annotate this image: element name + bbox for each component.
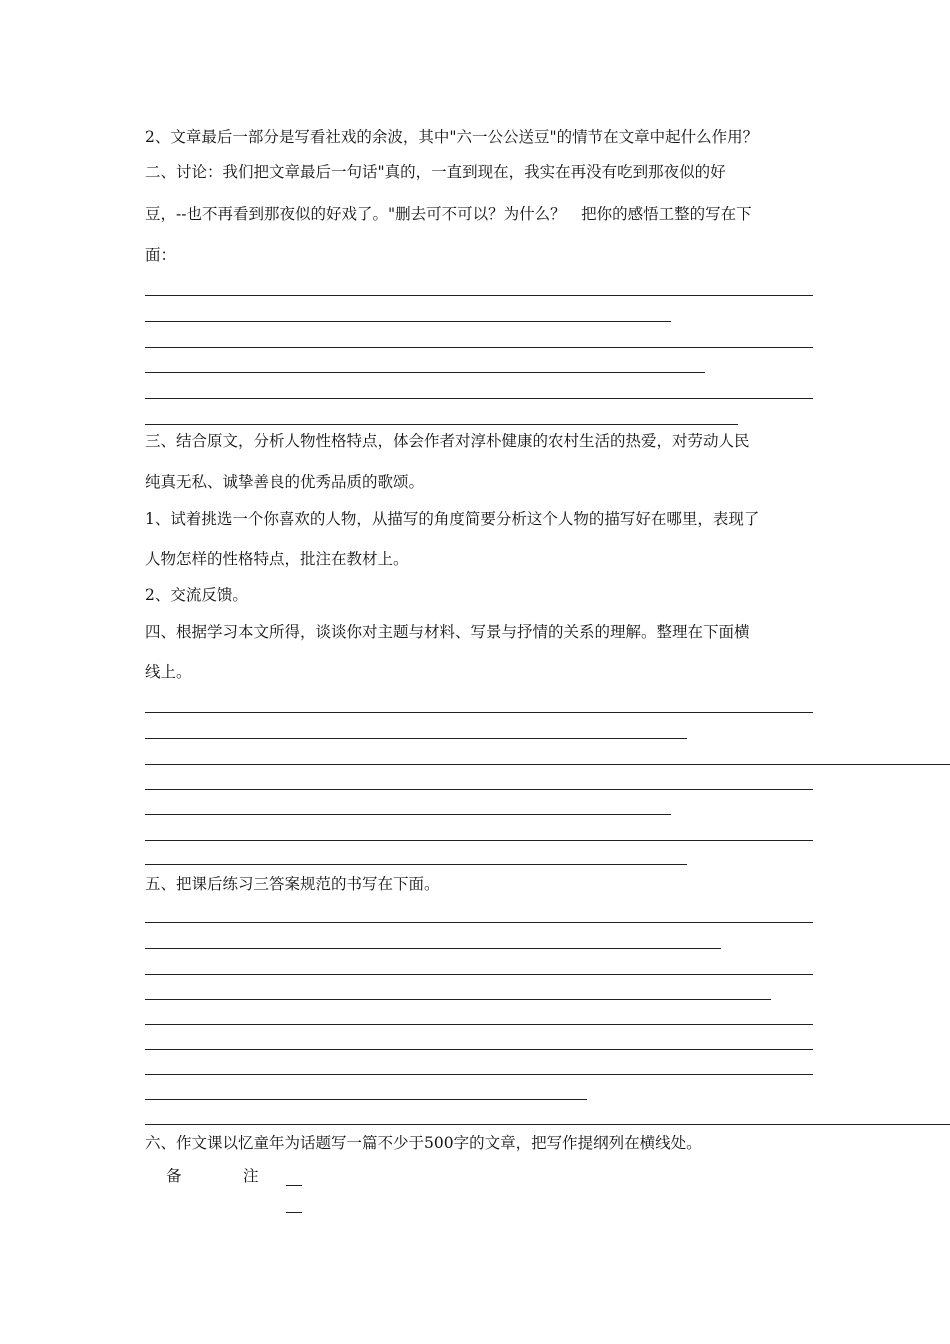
answer-line[interactable] bbox=[145, 712, 813, 713]
answer-line[interactable] bbox=[145, 1049, 813, 1050]
remarks-label-char-1: 备 bbox=[166, 1167, 182, 1185]
answer-line[interactable] bbox=[145, 1074, 813, 1075]
section-5-heading: 五、把课后练习三答案规范的书写在下面。 bbox=[145, 875, 440, 893]
answer-line[interactable] bbox=[145, 840, 813, 841]
answer-line[interactable] bbox=[145, 1124, 950, 1125]
section-3-item-1-line-2: 人物怎样的性格特点，批注在教材上。 bbox=[145, 550, 409, 568]
answer-line[interactable] bbox=[145, 999, 771, 1000]
discussion-heading-line-1: 二、讨论：我们把文章最后一句话"真的，一直到现在，我实在再没有吃到那夜似的好 bbox=[145, 163, 726, 181]
answer-line[interactable] bbox=[145, 974, 813, 975]
answer-line[interactable] bbox=[145, 922, 813, 923]
answer-line[interactable] bbox=[145, 1099, 587, 1100]
answer-line[interactable] bbox=[145, 738, 687, 739]
question-2-text: 2、文章最后一部分是写看社戏的余波，其中"六一公公送豆"的情节在文章中起什么作用？ bbox=[145, 128, 759, 146]
remarks-blank[interactable] bbox=[286, 1185, 302, 1186]
answer-line[interactable] bbox=[145, 948, 721, 949]
answer-line[interactable] bbox=[145, 424, 738, 425]
remarks-blank[interactable] bbox=[286, 1212, 302, 1213]
discussion-heading-line-2: 豆，--也不再看到那夜似的好戏了。"删去可不可以？为什么？ 把你的感悟工整的写在下 bbox=[145, 205, 752, 223]
section-4-heading-line-2: 线上。 bbox=[145, 663, 192, 681]
section-3-item-2: 2、交流反馈。 bbox=[145, 586, 248, 604]
answer-line[interactable] bbox=[145, 864, 687, 865]
remarks-label-char-2: 注 bbox=[243, 1167, 259, 1185]
section-3-item-1-line-1: 1、试着挑选一个你喜欢的人物，从描写的角度简要分析这个人物的描写好在哪里，表现了 bbox=[145, 510, 760, 528]
discussion-heading-line-3: 面： bbox=[145, 246, 177, 264]
answer-line[interactable] bbox=[145, 321, 671, 322]
answer-line[interactable] bbox=[145, 295, 813, 296]
section-6-heading: 六、作文课以忆童年为话题写一篇不少于500字的文章，把写作提纲列在横线处。 bbox=[145, 1134, 702, 1152]
section-3-heading-line-1: 三、结合原文，分析人物性格特点，体会作者对淳朴健康的农村生活的热爱，对劳动人民 bbox=[145, 432, 750, 450]
answer-line[interactable] bbox=[145, 789, 813, 790]
answer-line[interactable] bbox=[145, 347, 813, 348]
section-4-heading-line-1: 四、根据学习本文所得，谈谈你对主题与材料、写景与抒情的关系的理解。整理在下面横 bbox=[145, 623, 750, 641]
section-3-heading-line-2: 纯真无私、诚挚善良的优秀品质的歌颂。 bbox=[145, 473, 425, 491]
answer-line[interactable] bbox=[145, 814, 671, 815]
answer-line[interactable] bbox=[145, 764, 950, 765]
answer-line[interactable] bbox=[145, 398, 813, 399]
answer-line[interactable] bbox=[145, 1024, 813, 1025]
answer-line[interactable] bbox=[145, 372, 705, 373]
